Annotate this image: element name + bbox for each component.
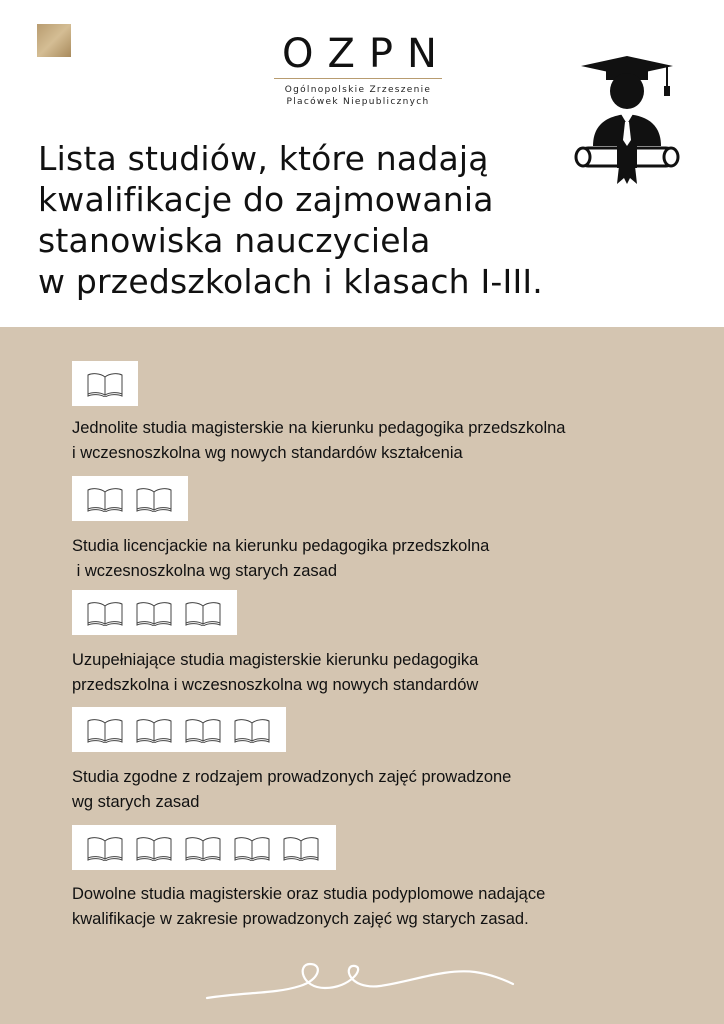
study-item-3: [72, 648, 692, 698]
flourish-decoration: [205, 958, 515, 1008]
item-text: Jednolite studia magisterskie na kierunku pedagogika przedszkolna: [72, 419, 566, 437]
logo-wordmark: OZPN: [282, 31, 451, 77]
book-rating-1: [72, 361, 138, 406]
logo-divider: [274, 78, 442, 79]
book-icon: [184, 600, 222, 626]
title-line: kwalifikacje do zajmowania: [38, 180, 494, 219]
book-icon: [135, 835, 173, 861]
book-rating-4: [72, 707, 286, 752]
item-text: przedszkolna i wczesnoszkolna wg nowych standardów: [72, 676, 479, 694]
item-text: i wczesnoszkolna wg nowych standardów kształcenia: [72, 444, 463, 462]
item-text: i wczesnoszkolna wg starych zasad: [72, 562, 338, 580]
study-item-1: [72, 416, 692, 466]
ozpn-logo: [270, 31, 451, 108]
book-icon: [86, 717, 124, 743]
book-icon: [135, 717, 173, 743]
item-text: Uzupełniające studia magisterskie kierunku pedagogika: [72, 651, 479, 669]
book-icon: [86, 486, 124, 512]
item-text: kwalifikacje w zakresie prowadzonych zajęć wg starych zasad.: [72, 910, 529, 928]
study-item-2: [72, 534, 692, 584]
book-rating-2: [72, 476, 188, 521]
book-icon: [184, 717, 222, 743]
book-icon: [233, 717, 271, 743]
book-icon: [86, 600, 124, 626]
book-icon: [135, 600, 173, 626]
title-line: Lista studiów, które nadają: [38, 139, 489, 178]
item-text: Studia licencjackie na kierunku pedagogika przedszkolna: [72, 537, 490, 555]
book-icon: [135, 486, 173, 512]
item-text: Dowolne studia magisterskie oraz studia podyplomowe nadające: [72, 885, 546, 903]
book-icon: [233, 835, 271, 861]
book-icon: [184, 835, 222, 861]
corner-decoration: [37, 24, 71, 57]
book-rating-3: [72, 590, 237, 635]
item-text: Studia zgodne z rodzajem prowadzonych zajęć prowadzone: [72, 768, 512, 786]
book-icon: [282, 835, 320, 861]
logo-subtitle-line2: Placówek Niepublicznych: [286, 97, 430, 107]
book-icon: [86, 835, 124, 861]
logo-subtitle-line1: Ogólnopolskie Zrzeszenie: [284, 85, 432, 95]
title-line: w przedszkolach i klasach I-III.: [38, 262, 543, 301]
book-icon: [86, 371, 124, 397]
study-item-5: [72, 882, 692, 932]
title-line: stanowiska nauczyciela: [38, 221, 431, 260]
book-rating-5: [72, 825, 336, 870]
item-text: wg starych zasad: [72, 793, 200, 811]
study-item-4: [72, 765, 692, 815]
page-title: [38, 138, 598, 302]
